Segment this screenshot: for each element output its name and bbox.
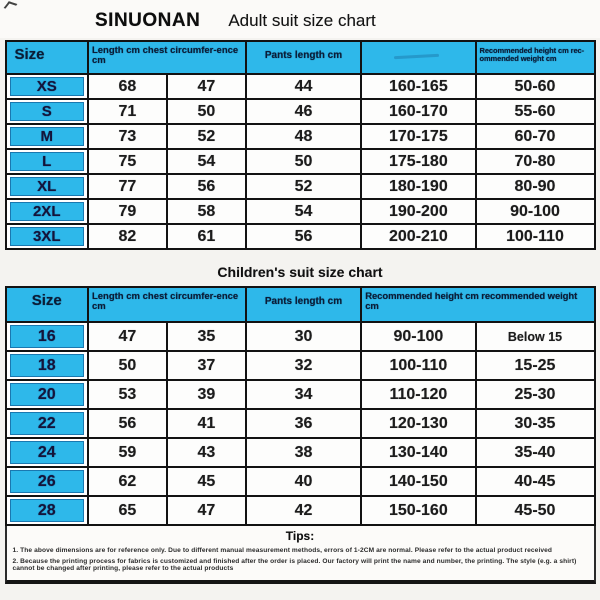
adult-header-size: Size xyxy=(6,41,88,74)
table-row xyxy=(6,380,595,409)
children-header-size: Size xyxy=(6,287,88,322)
chest-cell: 41 xyxy=(167,409,246,438)
size-cell xyxy=(6,351,88,380)
table-row xyxy=(6,224,595,249)
height-cell: 100-110 xyxy=(361,351,475,380)
table-row xyxy=(6,322,595,351)
size-label: 20 xyxy=(37,385,56,403)
length-cell: 65 xyxy=(88,496,167,525)
brand-name: SINUONAN xyxy=(95,10,201,31)
pants-cell: 48 xyxy=(246,124,361,149)
pants-cell: 34 xyxy=(246,380,361,409)
weight-cell: 15-25 xyxy=(476,351,595,380)
weight-cell: 45-50 xyxy=(476,496,595,525)
height-cell: 160-170 xyxy=(361,99,475,124)
weight-cell: 50-60 xyxy=(476,74,595,99)
tip-line-1: 1. The above dimensions are for reference only. Due to different manual measurement methods, errors of 1-2CM are normal. Please refer to the actual product received xyxy=(12,547,553,554)
size-chip xyxy=(10,441,84,464)
size-chip xyxy=(10,102,84,121)
height-cell: 150-160 xyxy=(361,496,475,525)
size-chip xyxy=(10,152,84,171)
pants-cell: 36 xyxy=(246,409,361,438)
pants-cell: 46 xyxy=(246,99,361,124)
size-cell xyxy=(6,409,88,438)
size-cell xyxy=(6,438,88,467)
adult-size-table xyxy=(5,40,596,250)
children-header-height-weight: Recommended height cm recommended weight cm xyxy=(361,287,594,322)
pants-cell: 52 xyxy=(246,174,361,199)
length-cell: 47 xyxy=(88,322,167,351)
tips-title: Tips: xyxy=(285,529,315,543)
size-chip xyxy=(10,77,84,96)
tips-section xyxy=(5,526,596,584)
chest-cell: 45 xyxy=(167,467,246,496)
pants-cell: 42 xyxy=(246,496,361,525)
weight-cell: 70-80 xyxy=(476,149,595,174)
chest-cell: 50 xyxy=(167,99,246,124)
size-cell xyxy=(6,224,88,249)
children-header-length-chest: Length cm chest circumfer-ence cm xyxy=(88,287,246,322)
adult-header-pants: Pants length cm xyxy=(246,41,361,74)
pants-cell: 56 xyxy=(246,224,361,249)
page-header xyxy=(0,0,600,38)
adult-header-height-weight: Recommended height cm rec-ommended weight cm xyxy=(476,41,595,74)
size-label: 16 xyxy=(37,327,56,345)
pants-cell: 44 xyxy=(246,74,361,99)
size-label: 24 xyxy=(37,443,56,461)
length-cell: 77 xyxy=(88,174,167,199)
length-cell: 56 xyxy=(88,409,167,438)
size-chip xyxy=(10,470,84,493)
chest-cell: 47 xyxy=(167,74,246,99)
length-cell: 82 xyxy=(88,224,167,249)
chest-cell: 39 xyxy=(167,380,246,409)
length-cell: 68 xyxy=(88,74,167,99)
pants-cell: 50 xyxy=(246,149,361,174)
chest-cell: 35 xyxy=(167,322,246,351)
length-cell: 73 xyxy=(88,124,167,149)
size-label: 2XL xyxy=(32,203,61,220)
size-cell xyxy=(6,74,88,99)
size-label: 28 xyxy=(37,501,56,519)
adult-header-spacer xyxy=(361,41,475,74)
table-row xyxy=(6,199,595,224)
height-cell: 170-175 xyxy=(361,124,475,149)
pants-cell: 30 xyxy=(246,322,361,351)
length-cell: 50 xyxy=(88,351,167,380)
size-cell xyxy=(6,322,88,351)
chest-cell: 43 xyxy=(167,438,246,467)
size-chip xyxy=(10,227,84,246)
size-cell xyxy=(6,467,88,496)
chest-cell: 47 xyxy=(167,496,246,525)
children-size-table xyxy=(5,286,596,526)
size-cell xyxy=(6,496,88,525)
size-label: XS xyxy=(36,78,57,95)
chest-cell: 58 xyxy=(167,199,246,224)
size-label: XL xyxy=(37,178,57,195)
table-row xyxy=(6,99,595,124)
size-cell xyxy=(6,149,88,174)
weight-cell: 60-70 xyxy=(476,124,595,149)
adult-chart-title: Adult suit size chart xyxy=(228,11,376,30)
weight-cell: 35-40 xyxy=(476,438,595,467)
weight-cell: 90-100 xyxy=(476,199,595,224)
height-cell: 110-120 xyxy=(361,380,475,409)
size-label: L xyxy=(42,153,52,170)
size-chip xyxy=(10,499,84,522)
size-chip xyxy=(10,202,84,221)
adult-header-length-chest: Length cm chest circumfer-ence cm xyxy=(88,41,246,74)
table-row xyxy=(6,409,595,438)
table-row xyxy=(6,149,595,174)
size-label: 18 xyxy=(37,356,56,374)
size-label: 22 xyxy=(37,414,56,432)
size-chip xyxy=(10,354,84,377)
table-row xyxy=(6,467,595,496)
length-cell: 59 xyxy=(88,438,167,467)
height-cell: 200-210 xyxy=(361,224,475,249)
weight-cell: 25-30 xyxy=(476,380,595,409)
length-cell: 75 xyxy=(88,149,167,174)
size-chip xyxy=(10,412,84,435)
size-chip xyxy=(10,127,84,146)
pants-cell: 40 xyxy=(246,467,361,496)
size-chip xyxy=(10,325,84,348)
length-cell: 79 xyxy=(88,199,167,224)
table-row xyxy=(6,438,595,467)
weight-cell: Below 15 xyxy=(476,322,595,351)
pants-cell: 32 xyxy=(246,351,361,380)
length-cell: 62 xyxy=(88,467,167,496)
height-cell: 120-130 xyxy=(361,409,475,438)
height-cell: 175-180 xyxy=(361,149,475,174)
children-header-pants: Pants length cm xyxy=(246,287,361,322)
table-row xyxy=(6,74,595,99)
chest-cell: 54 xyxy=(167,149,246,174)
weight-cell: 80-90 xyxy=(476,174,595,199)
pants-cell: 38 xyxy=(246,438,361,467)
chest-cell: 56 xyxy=(167,174,246,199)
table-row xyxy=(6,124,595,149)
size-cell xyxy=(6,174,88,199)
weight-cell: 100-110 xyxy=(476,224,595,249)
weight-cell: 55-60 xyxy=(476,99,595,124)
height-cell: 130-140 xyxy=(361,438,475,467)
children-chart-title: Children's suit size chart xyxy=(217,264,383,280)
size-label: 3XL xyxy=(32,228,61,245)
adult-table-body xyxy=(6,74,595,249)
table-row xyxy=(6,496,595,525)
length-cell: 71 xyxy=(88,99,167,124)
size-label: 26 xyxy=(37,472,56,490)
adult-table-header xyxy=(6,41,595,74)
height-cell: 90-100 xyxy=(361,322,475,351)
size-cell xyxy=(6,99,88,124)
table-row xyxy=(6,351,595,380)
chest-cell: 52 xyxy=(167,124,246,149)
chest-cell: 37 xyxy=(167,351,246,380)
children-table-header xyxy=(6,287,595,322)
height-cell: 160-165 xyxy=(361,74,475,99)
chest-cell: 61 xyxy=(167,224,246,249)
height-cell: 180-190 xyxy=(361,174,475,199)
weight-cell: 40-45 xyxy=(476,467,595,496)
height-cell: 190-200 xyxy=(361,199,475,224)
size-chip xyxy=(10,383,84,406)
table-row xyxy=(6,174,595,199)
pants-cell: 54 xyxy=(246,199,361,224)
tip-line-2: 2. Because the printing process for fabrics is customized and finished after the order is placed. Our factory will print the name and number, the printing. The style (e.g. a shirt) cannot be changed after printing, please refer to the actual products xyxy=(12,558,577,572)
size-label: S xyxy=(41,103,52,120)
children-table-body xyxy=(6,322,595,525)
length-cell: 53 xyxy=(88,380,167,409)
size-cell xyxy=(6,124,88,149)
height-cell: 140-150 xyxy=(361,467,475,496)
weight-cell: 30-35 xyxy=(476,409,595,438)
size-cell xyxy=(6,380,88,409)
size-chip xyxy=(10,177,84,196)
size-cell xyxy=(6,199,88,224)
size-label: M xyxy=(40,128,53,145)
